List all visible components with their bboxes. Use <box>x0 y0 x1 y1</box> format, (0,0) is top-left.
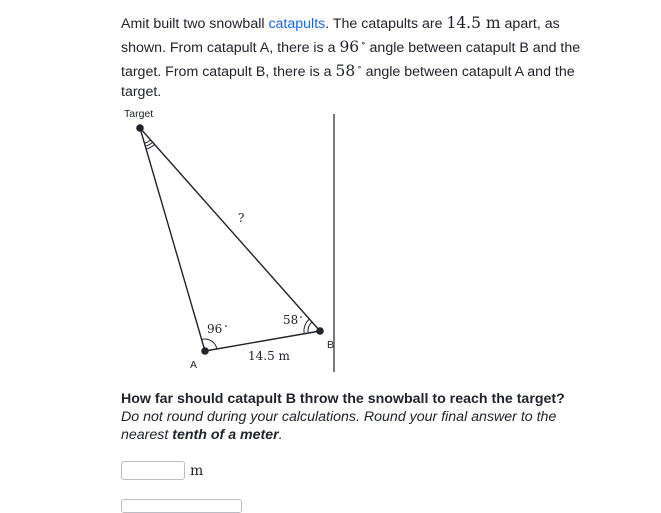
answer-unit: m <box>190 462 204 479</box>
angle-b-value <box>335 62 361 80</box>
angle-a-label <box>207 322 228 336</box>
angle-a-number: 96 <box>339 38 360 56</box>
question-text: How far should catapult B throw the snowball to reach the target? <box>121 391 565 407</box>
angle-a-value <box>339 38 365 56</box>
problem-text-after-angle-b: angle between catapult A and the target. <box>121 64 575 100</box>
degree-symbol: ∘ <box>357 63 362 73</box>
angle-a-label-number: 96 <box>207 322 223 336</box>
catapult-a-point <box>201 347 209 355</box>
problem-text-intro: Amit built two snowball <box>121 16 269 32</box>
point-a-label: A <box>190 359 198 371</box>
unknown-side-label: ? <box>238 211 245 225</box>
point-b-label: B <box>327 339 335 351</box>
triangle-figure <box>118 104 348 389</box>
problem-text-after-link: . The catapults are <box>325 16 447 32</box>
angle-a-degree: ∘ <box>224 322 228 330</box>
side-target-a <box>140 128 205 351</box>
problem-text-after-angle-a: angle between catapult B and the target. From catapult B, there is a <box>121 40 581 80</box>
question-block <box>121 390 601 444</box>
target-angle-arc-1 <box>145 140 151 143</box>
side-length-label: 14.5 m <box>248 349 290 363</box>
answer-row <box>121 461 203 480</box>
answer-input[interactable] <box>121 461 185 480</box>
distance-value: 14.5 m <box>446 14 501 32</box>
angle-b-degree: ∘ <box>299 313 303 321</box>
rounding-instruction <box>121 408 601 444</box>
problem-text-after-distance: apart, as shown. From catapult A, there is a <box>121 16 560 56</box>
angle-b-number: 58 <box>335 62 356 80</box>
target-label: Target <box>124 108 154 120</box>
degree-symbol: ∘ <box>361 39 366 49</box>
target-point <box>136 124 144 132</box>
catapult-b-point <box>316 327 324 335</box>
catapults-link[interactable]: catapults <box>268 16 326 32</box>
rounding-instruction-start: Do not round during your calculations. Round your final answer to the nearest <box>121 409 557 443</box>
angle-b-arc-1 <box>308 322 312 333</box>
problem-statement <box>121 13 591 102</box>
triangle-diagram <box>118 104 348 384</box>
side-target-b <box>140 128 320 331</box>
rounding-instruction-end: . <box>278 427 283 443</box>
check-button[interactable] <box>121 499 242 513</box>
angle-b-label-number: 58 <box>283 313 299 327</box>
rounding-precision: tenth of a meter <box>172 427 279 443</box>
angle-b-label <box>283 313 303 327</box>
